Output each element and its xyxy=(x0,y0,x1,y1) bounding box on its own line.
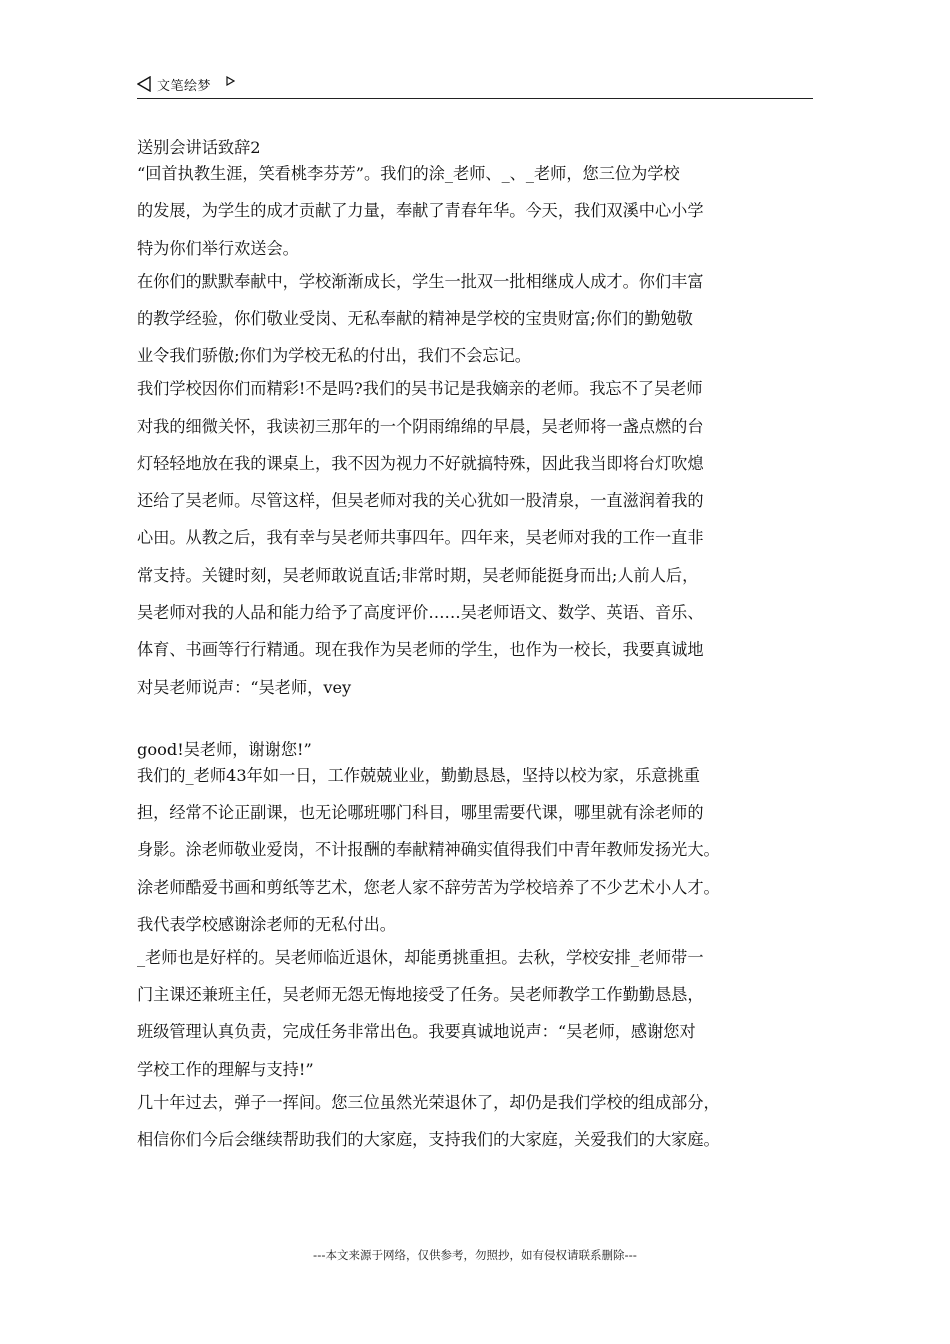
text-line: 相信你们今后会继续帮助我们的大家庭，支持我们的大家庭，关爱我们的大家庭。 xyxy=(137,1130,720,1149)
text-line: 班级管理认真负责，完成任务非常出色。我要真诚地说声：“吴老师，感谢您对 xyxy=(137,1022,696,1042)
triangle-left-icon xyxy=(137,76,151,92)
text-line: 灯轻轻地放在我的课桌上，我不因为视力不好就搞特殊，因此我当即将台灯吹熄 xyxy=(137,453,704,473)
text-line: 涂老师酷爱书画和剪纸等艺术，您老人家不辞劳苦为学校培养了不少艺术小人才。 xyxy=(137,877,720,897)
text-line: 的教学经验，你们敬业受岗、无私奉献的精神是学校的宝贵财富;你们的勤勉敬 xyxy=(137,308,693,328)
text-line: 对吴老师说声：“吴老师，vey xyxy=(137,677,352,697)
text-line: 我们的_老师43年如一日，工作兢兢业业，勤勤恳恳，坚持以校为家，乐意挑重 xyxy=(137,765,700,785)
text-line: 体育、书画等行行精通。现在我作为吴老师的学生，也作为一校长，我要真诚地 xyxy=(137,640,704,660)
text-line: 在你们的默默奉献中，学校渐渐成长，学生一批双一批相继成人成才。你们丰富 xyxy=(137,271,704,291)
text-line: 学校工作的理解与支持!” xyxy=(137,1059,314,1079)
text-line: 我们学校因你们而精彩!不是吗?我们的吴书记是我嫡亲的老师。我忘不了吴老师 xyxy=(137,379,703,399)
text-line: “回首执教生涯，笑看桃李芬芳”。我们的涂_老师、_、_老师，您三位为学校 xyxy=(137,164,680,183)
text-line: 业令我们骄傲;你们为学校无私的付出，我们不会忘记。 xyxy=(137,346,531,366)
text-line: 还给了吴老师。尽管这样，但吴老师对我的关心犹如一股清泉，一直滋润着我的 xyxy=(137,491,704,511)
text-line: 心田。从教之后，我有幸与吴老师共事四年。四年来，吴老师对我的工作一直非 xyxy=(137,528,704,548)
footer-disclaimer: ---本文来源于网络，仅供参考，勿照抄，如有侵权请联系删除--- xyxy=(313,1248,637,1262)
brand-name: 文笔绘梦 xyxy=(157,79,212,94)
text-line: 我代表学校感谢涂老师的无私付出。 xyxy=(137,914,396,934)
text-line: 特为你们举行欢送会。 xyxy=(137,238,299,258)
text-line: 担，经常不论正副课，也无论哪班哪门科目，哪里需要代课，哪里就有涂老师的 xyxy=(137,802,704,822)
text-line: 对我的细微关怀，我读初三那年的一个阴雨绵绵的早晨，吴老师将一盏点燃的台 xyxy=(137,416,704,436)
text-line: good!吴老师，谢谢您!” xyxy=(137,739,312,759)
page-header xyxy=(137,72,813,99)
text-line: 的发展，为学生的成才贡献了力量，奉献了青春年华。今天，我们双溪中心小学 xyxy=(137,201,704,221)
text-line: 几十年过去，弹子一挥间。您三位虽然光荣退休了，却仍是我们学校的组成部分， xyxy=(137,1092,720,1112)
text-line: 常支持。关键时刻，吴老师敢说直话;非常时期，吴老师能挺身而出;人前人后， xyxy=(137,565,699,585)
text-line: 身影。涂老师敬业爱岗，不计报酬的奉献精神确实值得我们中青年教师发扬光大。 xyxy=(137,840,720,860)
document-title: 送别会讲话致辞2 xyxy=(137,138,261,157)
text-line: 吴老师对我的人品和能力给予了高度评价……吴老师语文、数学、英语、音乐、 xyxy=(137,603,704,622)
triangle-right-icon xyxy=(226,76,235,86)
text-line: _老师也是好样的。吴老师临近退休，却能勇挑重担。去秋，学校安排_老师带一 xyxy=(137,947,704,967)
text-line: 门主课还兼班主任，吴老师无怨无悔地接受了任务。吴老师教学工作勤勤恳恳， xyxy=(137,985,704,1005)
